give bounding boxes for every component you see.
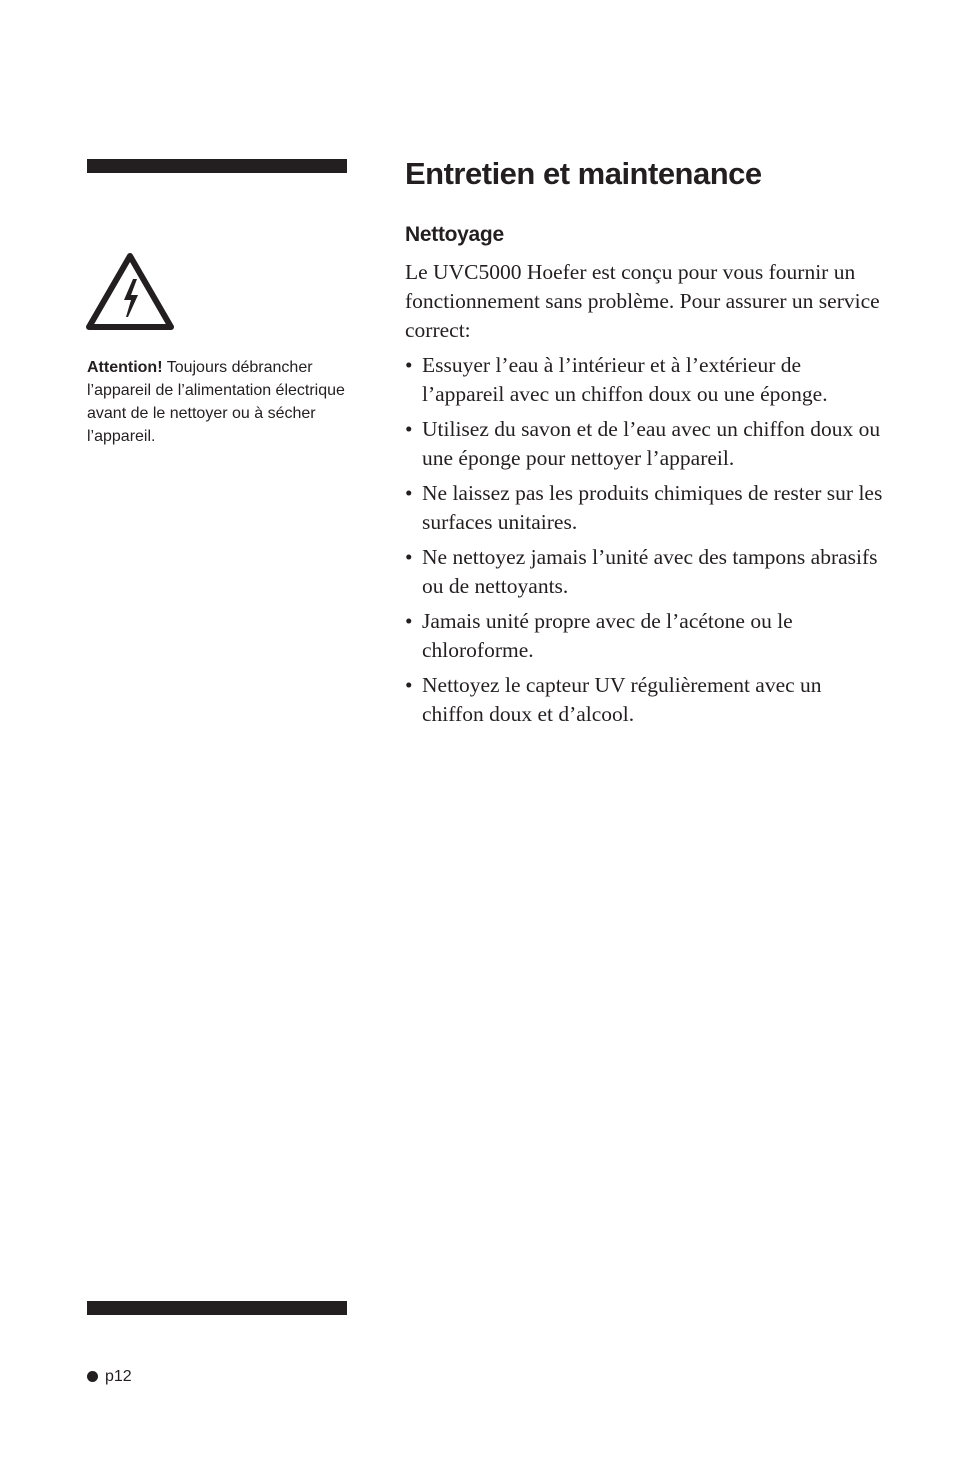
warning-note <box>87 356 349 448</box>
bullet-icon: • <box>405 353 413 377</box>
list-item-text: Nettoyez le capteur UV régulièrement avec un chiffon doux et d’alcool. <box>422 673 822 726</box>
section-heading: Nettoyage <box>405 223 504 246</box>
list-item-text: Jamais unité propre avec de l’acétone ou le chloroforme. <box>422 609 793 662</box>
list-item <box>405 415 885 473</box>
bullet-dot-icon <box>87 1371 98 1382</box>
list-item <box>405 671 885 729</box>
bullet-icon: • <box>405 673 413 697</box>
electrical-hazard-icon <box>86 253 174 331</box>
list-item-text: Essuyer l’eau à l’intérieur et à l’extérieur de l’appareil avec un chiffon doux ou une éponge. <box>422 353 828 406</box>
warning-label: Attention! <box>87 359 163 376</box>
list-item-text: Utilisez du savon et de l’eau avec un chiffon doux ou une éponge pour nettoyer l’appareil. <box>422 417 881 470</box>
list-item-text: Ne laissez pas les produits chimiques de rester sur les surfaces unitaires. <box>422 481 883 534</box>
bottom-rule <box>87 1301 347 1315</box>
warning-text: Toujours débrancher l’appareil de l’alimentation électrique avant de le nettoyer ou à sécher l’appareil. <box>87 359 345 445</box>
intro-paragraph: Le UVC5000 Hoefer est conçu pour vous fournir un fonctionnement sans problème. Pour assurer un service correct: <box>405 260 880 342</box>
bullet-icon: • <box>405 481 413 505</box>
page-number: p12 <box>105 1368 132 1385</box>
main-content <box>405 150 885 729</box>
list-item <box>405 607 885 665</box>
page-title: Entretien et maintenance <box>405 156 762 191</box>
bullet-icon: • <box>405 545 413 569</box>
cleaning-instructions-list <box>405 351 885 729</box>
list-item <box>405 351 885 409</box>
bullet-icon: • <box>405 417 413 441</box>
top-rule <box>87 159 347 173</box>
bullet-icon: • <box>405 609 413 633</box>
list-item <box>405 479 885 537</box>
list-item-text: Ne nettoyez jamais l’unité avec des tampons abrasifs ou de nettoyants. <box>422 545 878 598</box>
list-item <box>405 543 885 601</box>
page-footer <box>87 1366 132 1388</box>
